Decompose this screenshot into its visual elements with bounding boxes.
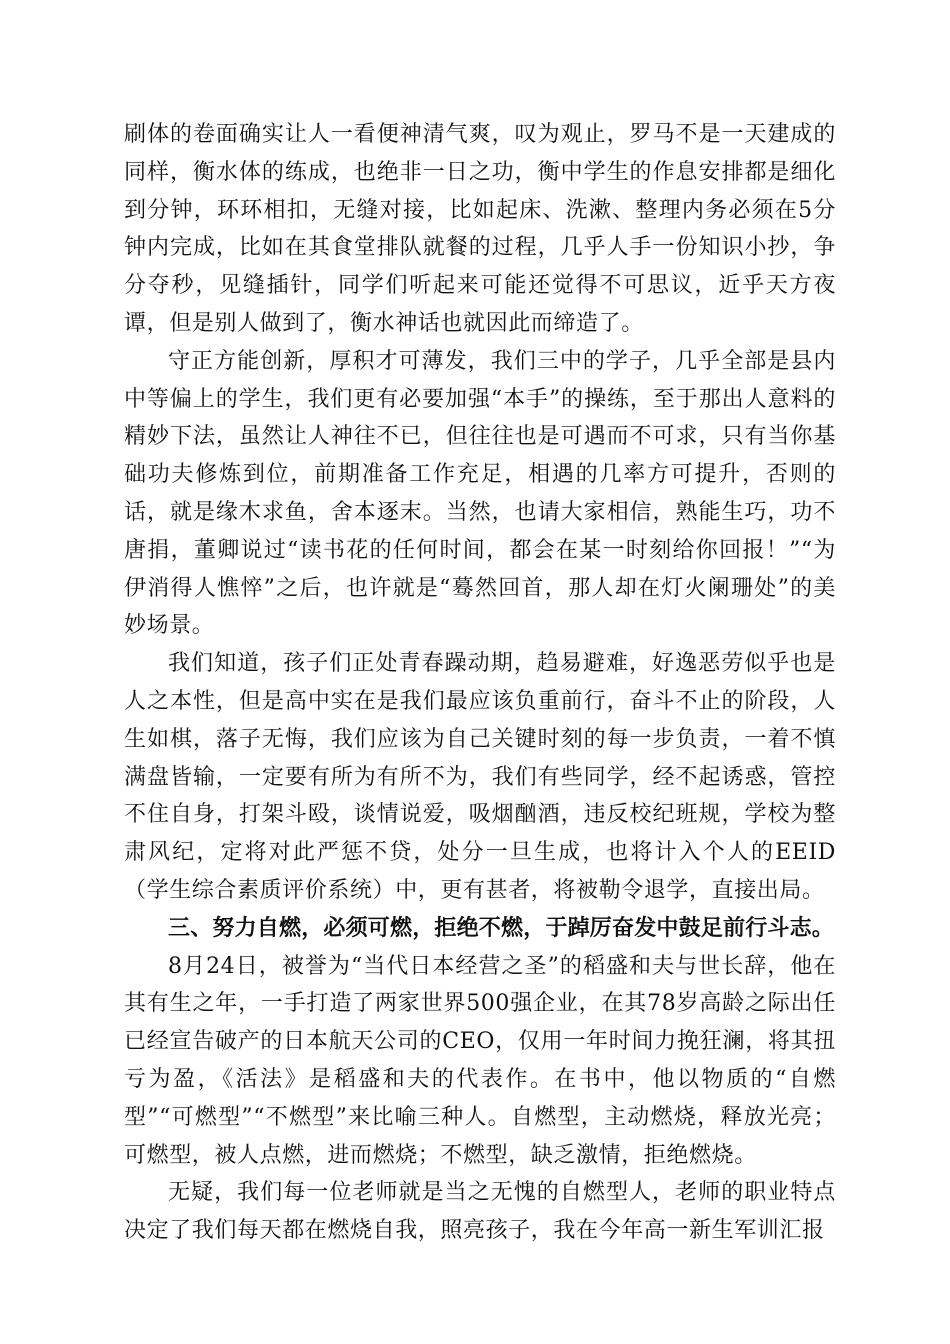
body-paragraph: 无疑，我们每一位老师就是当之无愧的自燃型人，老师的职业特点决定了我们每天都在燃烧自我，照亮孩子，我在今年高一新生军训汇报 — [124, 1180, 836, 1244]
body-paragraph: 我们知道，孩子们正处青春躁动期，趋易避难，好逸恶劳似乎也是人之本性，但是高中实在是我们最应该负重前行，奋斗不止的阶段，人生如棋，落子无悔，我们应该为自己关键时刻的每一步负责，一着不慎满盘皆输，一定要有所为有所不为，我们有些同学，经不起诱惑，管控不住自身，打架斗殴，谈情说爱，吸烟酗酒，违反校纪班规，学校为整肃风纪，定将对此严惩不贷，处分一旦生成，也将计入个人的EEID（学生综合素质评价系统）中，更有甚者，将被勒令退学，直接出局。 — [124, 651, 836, 903]
body-paragraph: 刷体的卷面确实让人一看便神清气爽，叹为观止，罗马不是一天建成的同样，衡水体的练成，也绝非一日之功，衡中学生的作息安排都是细化到分钟，环环相扣，无缝对接，比如起床、洗漱、整理内务必须在5分钟内完成，比如在其食堂排队就餐的过程，几乎人手一份知识小抄，争分夺秒，见缝插针，同学们听起来可能还觉得不可思议，近乎天方夜谭，但是别人做到了，衡水神话也就因此而缔造了。 — [124, 122, 836, 336]
document-page — [124, 116, 836, 1250]
body-paragraph: 守正方能创新，厚积才可薄发，我们三中的学子，几乎全部是县内中等偏上的学生，我们更有必要加强“本手”的操练，至于那出人意料的精妙下法，虽然让人神往不已，但往往也是可遇而不可求，只有当你基础功夫修炼到位，前期准备工作充足，相遇的几率方可提升，否则的话，就是缘木求鱼，舍本逐末。当然，也请大家相信，熟能生巧，功不唐捐，董卿说过“读书花的任何时间，都会在某一时刻给你回报！”“为伊消得人憔悴”之后，也许就是“蓦然回首，那人却在灯火阑珊处”的美妙场景。 — [124, 348, 836, 639]
section-heading: 三、努力自燃，必须可燃，拒绝不燃，于踔厉奋发中鼓足前行斗志。 — [168, 915, 835, 941]
body-paragraph: 8月24日，被誉为“当代日本经营之圣”的稻盛和夫与世长辞，他在其有生之年，一手打造了两家世界500强企业，在其78岁高龄之际出任已经宣告破产的日本航天公司的CEO，仅用一年时间力挽狂澜，将其扭亏为盈，《活法》是稻盛和夫的代表作。在书中，他以物质的“自燃型”“可燃型”“不燃型”来比喻三种人。自燃型，主动燃烧，释放光亮；可燃型，被人点燃，进而燃烧；不燃型，缺乏激情，拒绝燃烧。 — [124, 953, 836, 1168]
